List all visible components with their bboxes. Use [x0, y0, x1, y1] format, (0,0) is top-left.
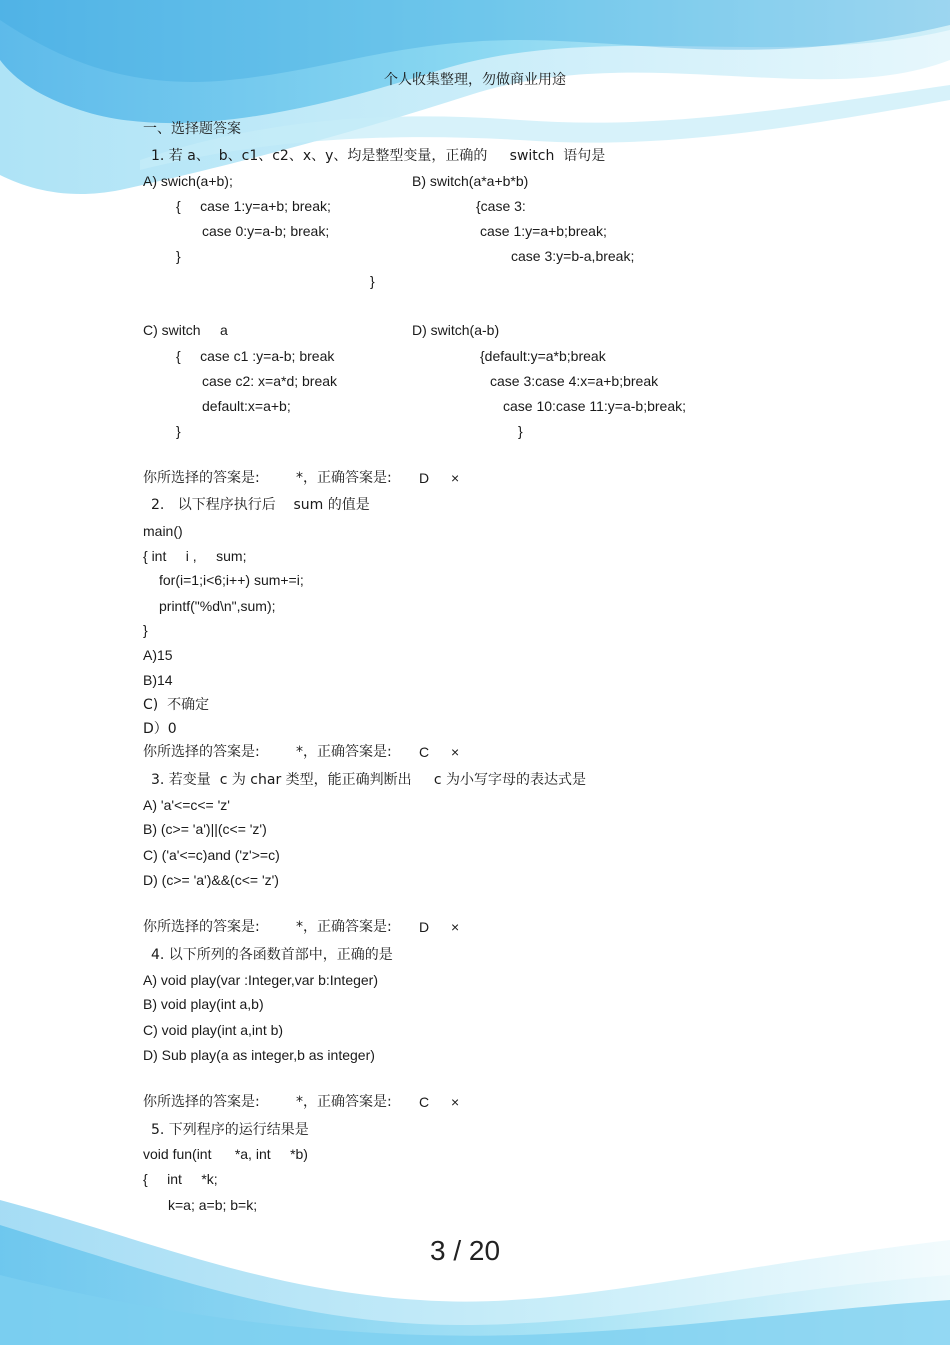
question-2-stem: 2. 以下程序执行后 sum 的值是	[151, 497, 370, 513]
q1-option-d-line: case 3:case 4:x=a+b;break	[490, 373, 659, 389]
answer-correct-label: *，正确答案是:	[296, 470, 392, 486]
code-line: main()	[143, 523, 183, 539]
answer-prefix: 你所选择的答案是:	[143, 919, 260, 935]
answer-prefix: 你所选择的答案是:	[143, 744, 260, 760]
q4-option: C) void play(int a,int b)	[143, 1022, 284, 1038]
correct-answer: C	[419, 744, 430, 760]
answer-prefix: 你所选择的答案是:	[143, 470, 260, 486]
q1-option-d-line: }	[518, 423, 523, 439]
question-5-stem: 5. 下列程序的运行结果是	[151, 1122, 309, 1138]
q1-option-b: B) switch(a*a+b*b)	[412, 173, 529, 189]
q4-option: B) void play(int a,b)	[143, 996, 264, 1012]
q3-option: B) (c>= 'a')||(c<= 'z')	[143, 821, 267, 837]
q1-option-a-line: { case 1:y=a+b; break;	[176, 198, 331, 214]
q1-option-a-line: }	[176, 248, 181, 264]
wrong-mark-icon: ×	[451, 470, 460, 486]
q1-option-c-line: case c2: x=a*d; break	[202, 373, 338, 389]
wrong-mark-icon: ×	[451, 1094, 460, 1110]
wrong-mark-icon: ×	[451, 744, 460, 760]
q2-option: A)15	[143, 647, 173, 663]
question-4-stem: 4. 以下所列的各函数首部中，正确的是	[151, 947, 393, 963]
q1-option-c-line: { case c1 :y=a-b; break	[176, 348, 335, 364]
q1-option-c: C) switch a	[143, 322, 228, 338]
page-number: 3 / 20	[429, 1235, 501, 1266]
section-title: 一、选择题答案	[143, 121, 241, 137]
answer-correct-label: *，正确答案是:	[296, 744, 392, 760]
q1-option-b-line: }	[370, 273, 375, 289]
code-line: }	[143, 622, 148, 638]
code-line: { int i , sum;	[143, 548, 247, 564]
q3-option: C) ('a'<=c)and ('z'>=c)	[143, 847, 280, 863]
q4-option: D) Sub play(a as integer,b as integer)	[143, 1047, 375, 1063]
page-header: 个人收集整理，勿做商业用途	[384, 72, 566, 88]
q2-option: B)14	[143, 672, 173, 688]
wrong-mark-icon: ×	[451, 919, 460, 935]
correct-answer: C	[419, 1094, 430, 1110]
code-line: k=a; a=b; b=k;	[168, 1197, 258, 1213]
q3-option: D) (c>= 'a')&&(c<= 'z')	[143, 872, 279, 888]
correct-answer: D	[419, 470, 430, 486]
q1-option-d-line: {default:y=a*b;break	[480, 348, 606, 364]
q1-option-b-line: case 3:y=b-a,break;	[511, 248, 635, 264]
q1-option-c-line: default:x=a+b;	[202, 398, 291, 414]
q1-option-b-line: {case 3:	[476, 198, 526, 214]
q3-option: A) 'a'<=c<= 'z'	[143, 797, 230, 813]
q1-option-b-line: case 1:y=a+b;break;	[480, 223, 607, 239]
answer-correct-label: *，正确答案是:	[296, 1094, 392, 1110]
question-1-stem: 1. 若 a、 b、c1、c2、x、y、均是整型变量，正确的 switch 语句是	[151, 148, 606, 164]
q1-option-c-line: }	[176, 423, 181, 439]
code-line: { int *k;	[143, 1171, 218, 1187]
code-line: void fun(int *a, int *b)	[143, 1146, 308, 1162]
q1-option-d: D) switch(a-b)	[412, 322, 500, 338]
code-line: for(i=1;i<6;i++) sum+=i;	[159, 572, 304, 588]
answer-prefix: 你所选择的答案是:	[143, 1094, 260, 1110]
correct-answer: D	[419, 919, 430, 935]
code-line: printf("%d\n",sum);	[159, 598, 276, 614]
q1-option-d-line: case 10:case 11:y=a-b;break;	[503, 398, 687, 414]
q4-option: A) void play(var :Integer,var b:Integer)	[143, 972, 378, 988]
question-3-stem: 3. 若变量 c 为 char 类型，能正确判断出 c 为小写字母的表达式是	[151, 772, 587, 788]
q1-option-a: A) swich(a+b);	[143, 173, 233, 189]
q1-option-a-line: case 0:y=a-b; break;	[202, 223, 330, 239]
answer-correct-label: *，正确答案是:	[296, 919, 392, 935]
q2-option: C) 不确定	[143, 697, 210, 713]
q2-option: D）0	[143, 721, 177, 737]
